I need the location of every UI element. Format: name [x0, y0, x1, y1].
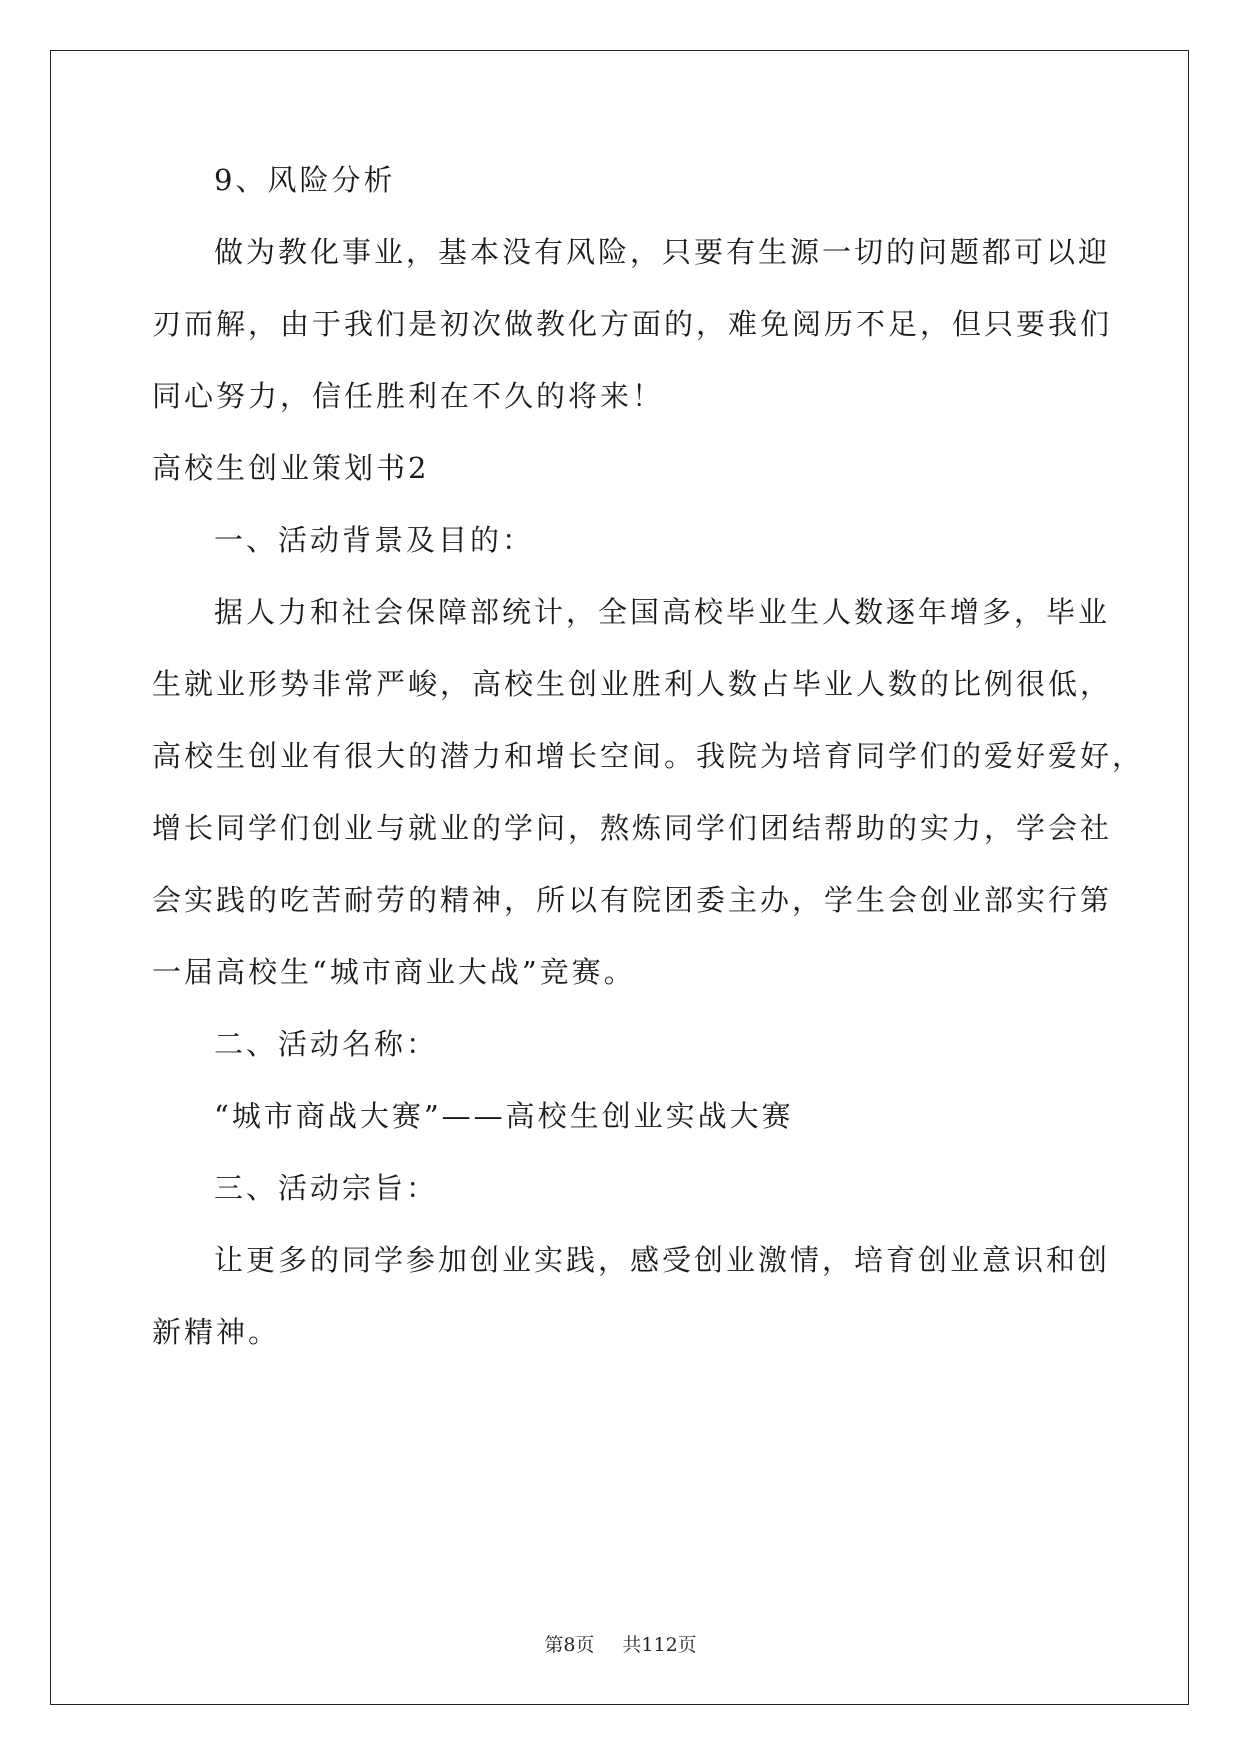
paragraph-line: 一届高校生“城市商业大战”竞赛。 — [152, 955, 636, 989]
paragraph-line: 刃而解，由于我们是初次做教化方面的，难免阅历不足，但只要我们 — [152, 307, 1113, 341]
paragraph-line: 增长同学们创业与就业的学问，熬炼同学们团结帮助的实力，学会社 — [152, 811, 1113, 845]
paragraph-line: 做为教化事业，基本没有风险，只要有生源一切的问题都可以迎 — [214, 235, 1111, 269]
section-heading-background: 一、活动背景及目的： — [214, 523, 535, 557]
paragraph-line: 新精神。 — [152, 1315, 281, 1349]
activity-name: “城市商战大赛”——高校生创业实战大赛 — [214, 1099, 794, 1133]
paragraph-line: 据人力和社会保障部统计，全国高校毕业生人数逐年增多，毕业 — [214, 595, 1111, 629]
page-total: 共112页 — [622, 1634, 697, 1656]
page-number: 第8页 — [544, 1634, 595, 1656]
page-footer — [0, 1630, 1241, 1657]
section-heading-name: 二、活动名称： — [214, 1027, 439, 1061]
paragraph-line: 会实践的吃苦耐劳的精神，所以有院团委主办，学生会创业部实行第 — [152, 883, 1113, 917]
paragraph-line: 高校生创业有很大的潜力和增长空间。我院为培育同学们的爱好爱好， — [152, 739, 1145, 773]
section-heading-risk: 9、风险分析 — [214, 163, 396, 197]
document-title: 高校生创业策划书2 — [152, 451, 430, 485]
paragraph-line: 让更多的同学参加创业实践，感受创业激情，培育创业意识和创 — [214, 1243, 1111, 1277]
paragraph-line: 同心努力，信任胜利在不久的将来！ — [152, 379, 665, 413]
section-heading-purpose: 三、活动宗旨： — [214, 1171, 439, 1205]
page-border — [50, 50, 1189, 1705]
paragraph-line: 生就业形势非常严峻，高校生创业胜利人数占毕业人数的比例很低， — [152, 667, 1113, 701]
